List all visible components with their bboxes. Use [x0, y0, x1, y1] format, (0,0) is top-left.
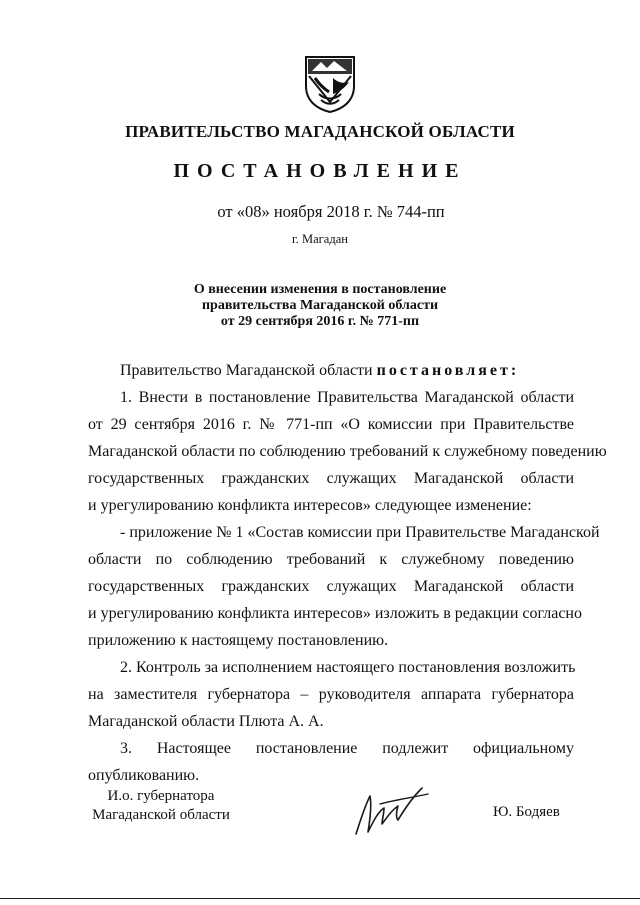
body-line: - приложение № 1 «Состав комиссии при Правительстве Магаданской	[120, 524, 600, 541]
body-line: 1. Внести в постановление Правительства Магаданской области	[120, 389, 574, 406]
signatory-position-line: И.о. губернатора	[107, 788, 215, 804]
page-bottom-edge	[0, 898, 640, 899]
body-line: от 29 сентября 2016 г. № 771-пп «О комиссии при Правительстве	[88, 416, 574, 433]
signatory-name: Ю. Бодяев	[493, 804, 560, 820]
document-city: г. Магадан	[292, 232, 348, 246]
body-line: 3. Настоящее постановление подлежит официальному	[120, 740, 574, 757]
subject-line: О внесении изменения в постановление	[193, 282, 447, 297]
preamble-line	[88, 361, 574, 381]
handwritten-signature-icon	[350, 782, 432, 840]
signatory-position-line: Магаданской области	[92, 807, 230, 823]
body-line: и урегулированию конфликта интересов» следующее изменение:	[88, 497, 532, 514]
body-line: опубликованию.	[88, 767, 200, 784]
preamble-prefix: Правительство Магаданской области	[120, 362, 377, 379]
government-title: ПРАВИТЕЛЬСТВО МАГАДАНСКОЙ ОБЛАСТИ	[125, 122, 515, 141]
body-line: Магаданской области Плюта А. А.	[88, 713, 324, 730]
preamble-verb: постановляет:	[376, 362, 520, 379]
body-line: области по соблюдению требований к служебному поведению	[88, 551, 574, 568]
body-line: Магаданской области по соблюдению требований к служебному поведению	[88, 443, 607, 460]
body-line: 2. Контроль за исполнением настоящего постановления возложить	[120, 659, 576, 676]
coat-of-arms-icon	[303, 54, 357, 114]
body-line: государственных гражданских служащих Магаданской области	[88, 578, 574, 595]
body-line: приложению к настоящему постановлению.	[88, 632, 389, 649]
document-type: ПОСТАНОВЛЕНИЕ	[173, 160, 467, 182]
body-line: государственных гражданских служащих Магаданской области	[88, 470, 574, 487]
document-subject	[0, 282, 640, 330]
subject-line: правительства Магаданской области	[201, 298, 439, 313]
signatory-position	[86, 787, 236, 825]
body-line: на заместителя губернатора – руководителя аппарата губернатора	[88, 686, 574, 703]
subject-line: от 29 сентября 2016 г. № 771-пп	[220, 314, 420, 329]
body-line: и урегулированию конфликта интересов» изложить в редакции согласно	[88, 605, 582, 622]
document-date-number: от «08» ноября 2018 г. № 744-пп	[217, 202, 445, 221]
